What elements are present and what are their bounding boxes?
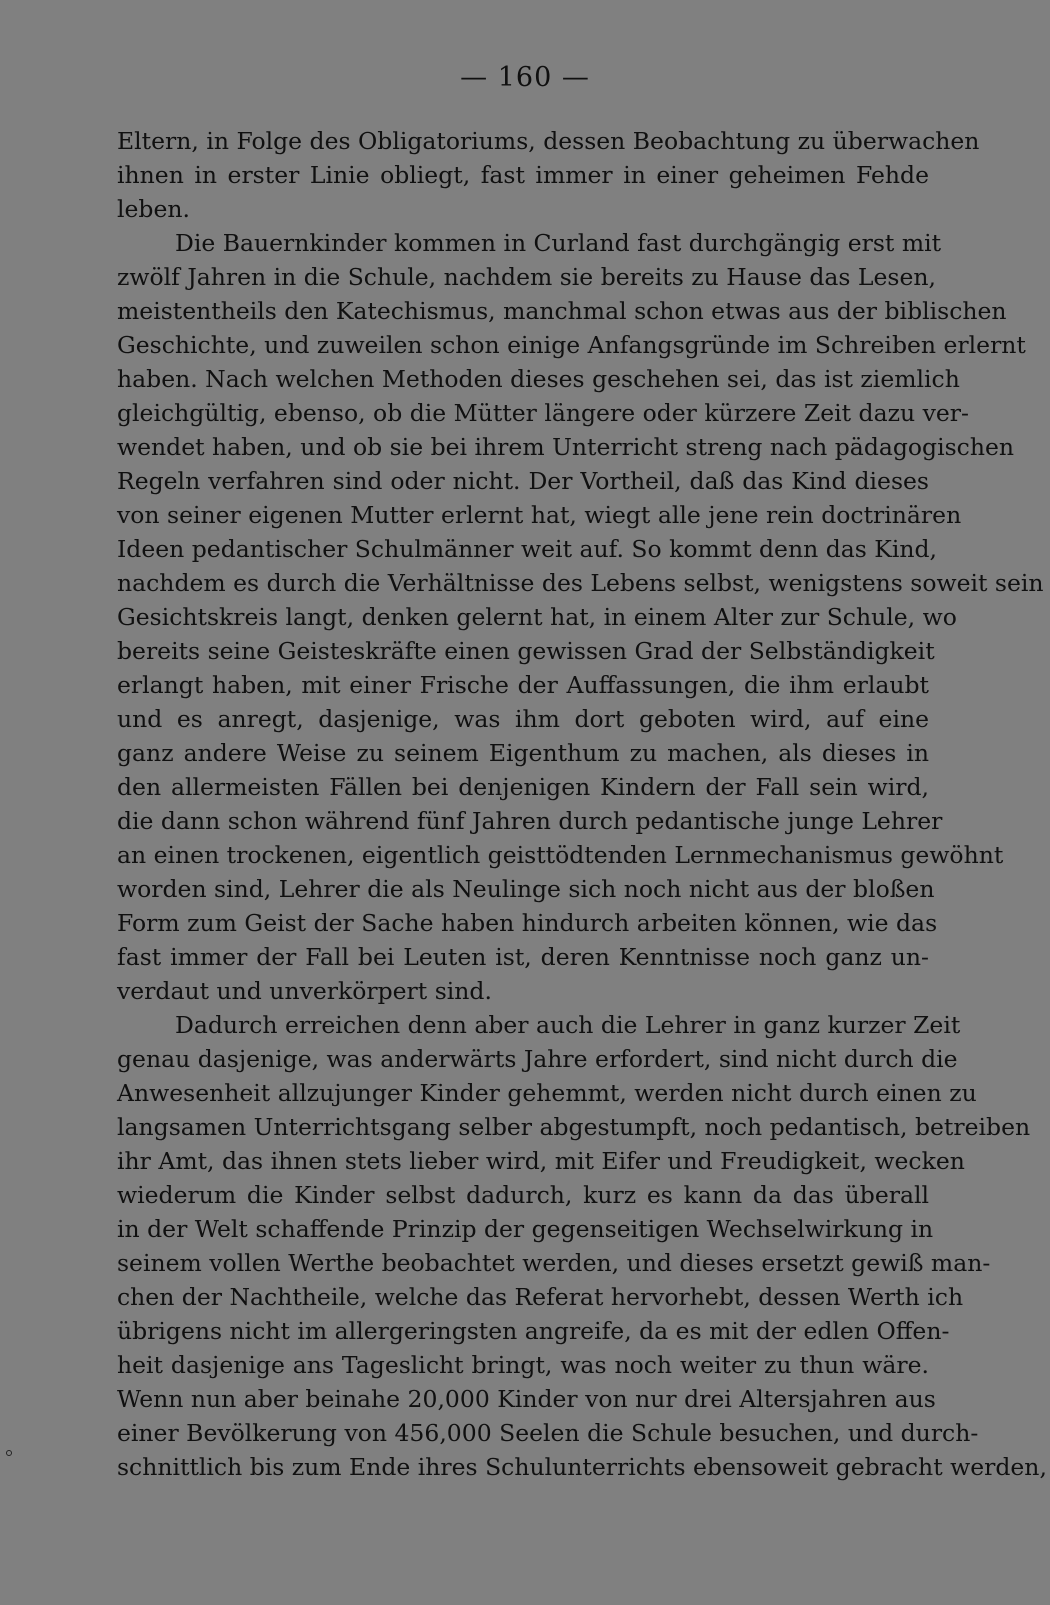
text-line: Gesichtskreis langt, denken gelernt hat, in einem Alter zur Schule, wo	[117, 603, 957, 631]
text-line: und es anregt, dasjenige, was ihm dort geboten wird, auf eine	[117, 705, 929, 733]
text-line: an einen trockenen, eigentlich geisttödtenden Lernmechanismus gewöhnt	[117, 841, 1004, 869]
text-line: langsamen Unterrichtsgang selber abgestumpft, noch pedantisch, betreiben	[117, 1113, 1031, 1141]
text-line: meistentheils den Katechismus, manchmal schon etwas aus der biblischen	[117, 297, 1007, 325]
text-line: die dann schon während fünf Jahren durch pedantische junge Lehrer	[117, 807, 943, 835]
text-line: leben.	[117, 195, 190, 223]
text-line: haben. Nach welchen Methoden dieses geschehen sei, das ist ziemlich	[117, 365, 960, 393]
text-line: genau dasjenige, was anderwärts Jahre erfordert, sind nicht durch die	[117, 1045, 958, 1073]
text-line: ihr Amt, das ihnen stets lieber wird, mit Eifer und Freudigkeit, wecken	[117, 1147, 965, 1175]
text-line: Anwesenheit allzujunger Kinder gehemmt, werden nicht durch einen zu	[117, 1079, 977, 1107]
text-line: Die Bauernkinder kommen in Curland fast durchgängig erst mit	[175, 229, 942, 257]
text-line: erlangt haben, mit einer Frische der Auffassungen, die ihm erlaubt	[117, 671, 929, 699]
text-line: Dadurch erreichen denn aber auch die Lehrer in ganz kurzer Zeit	[175, 1011, 961, 1039]
text-line: ganz andere Weise zu seinem Eigenthum zu machen, als dieses in	[117, 739, 929, 767]
text-line: ihnen in erster Linie obliegt, fast immer in einer geheimen Fehde	[117, 161, 929, 189]
body-text	[117, 124, 1047, 1484]
text-line: fast immer der Fall bei Leuten ist, deren Kenntnisse noch ganz un-	[117, 943, 929, 971]
text-line: seinem vollen Werthe beobachtet werden, und dieses ersetzt gewiß man-	[117, 1249, 991, 1277]
text-line: verdaut und unverkörpert sind.	[117, 977, 492, 1005]
text-line: chen der Nachtheile, welche das Referat hervorhebt, dessen Werth ich	[117, 1283, 964, 1311]
text-line: den allermeisten Fällen bei denjenigen Kindern der Fall sein wird,	[117, 773, 929, 801]
text-line: schnittlich bis zum Ende ihres Schulunterrichts ebensoweit gebracht werden,	[117, 1453, 1047, 1481]
text-line: Form zum Geist der Sache haben hindurch arbeiten können, wie das	[117, 909, 938, 937]
text-line: nachdem es durch die Verhältnisse des Lebens selbst, wenigstens soweit sein	[117, 569, 1044, 597]
text-line: Ideen pedantischer Schulmänner weit auf. So kommt denn das Kind,	[117, 535, 938, 563]
text-line: wiederum die Kinder selbst dadurch, kurz es kann da das überall	[117, 1181, 929, 1209]
text-line: worden sind, Lehrer die als Neulinge sich noch nicht aus der bloßen	[117, 875, 935, 903]
text-line: übrigens nicht im allergeringsten angreife, da es mit der edlen Offen-	[117, 1317, 950, 1345]
text-line: gleichgültig, ebenso, ob die Mütter längere oder kürzere Zeit dazu ver-	[117, 399, 969, 427]
text-line: zwölf Jahren in die Schule, nachdem sie bereits zu Hause das Lesen,	[117, 263, 937, 291]
text-line: Regeln verfahren sind oder nicht. Der Vortheil, daß das Kind dieses	[117, 467, 929, 495]
text-line: in der Welt schaffende Prinzip der gegenseitigen Wechselwirkung in	[117, 1215, 934, 1243]
text-line: von seiner eigenen Mutter erlernt hat, wiegt alle jene rein doctrinären	[117, 501, 962, 529]
text-line: wendet haben, und ob sie bei ihrem Unterricht streng nach pädagogischen	[117, 433, 1015, 461]
text-line: einer Bevölkerung von 456,000 Seelen die Schule besuchen, und durch-	[117, 1419, 979, 1447]
text-line: Eltern, in Folge des Obligatoriums, dessen Beobachtung zu überwachen	[117, 127, 980, 155]
scan-speck-icon	[6, 1450, 12, 1456]
page-number: — 160 —	[460, 62, 590, 93]
text-line: heit dasjenige ans Tageslicht bringt, was noch weiter zu thun wäre.	[117, 1351, 929, 1379]
text-line: Geschichte, und zuweilen schon einige Anfangsgründe im Schreiben erlernt	[117, 331, 1026, 359]
text-line: bereits seine Geisteskräfte einen gewissen Grad der Selbständigkeit	[117, 637, 935, 665]
text-line: Wenn nun aber beinahe 20,000 Kinder von nur drei Altersjahren aus	[117, 1385, 936, 1413]
